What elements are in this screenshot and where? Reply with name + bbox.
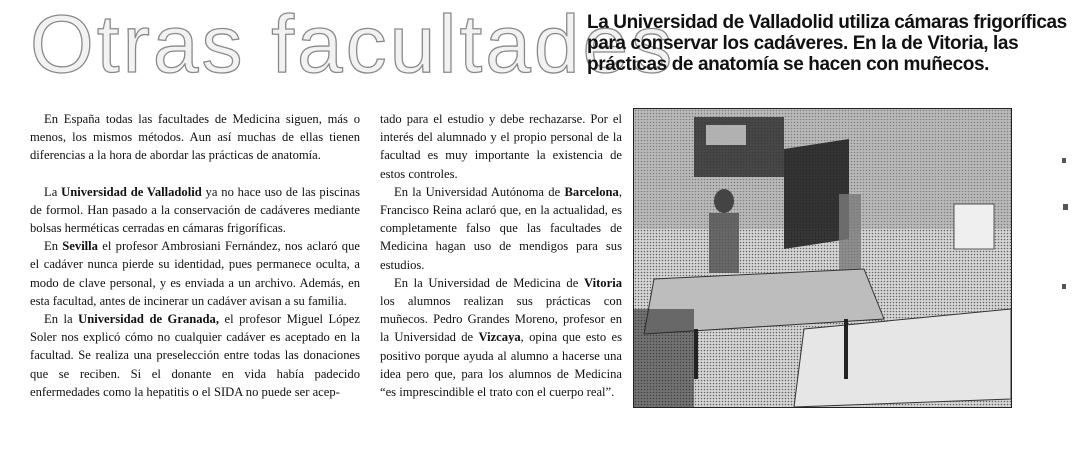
emphasis: Universidad de Granada, — [78, 312, 219, 327]
photo-illustration — [634, 109, 1011, 407]
emphasis: Barcelona — [564, 184, 619, 199]
paragraph: En la Universidad de Granada, el profesor Miguel López Soler nos explicó cómo no cualquier cadáver es aceptado en la facultad. Se realiza una preselección entre todas las donaciones que se reciben. Si el donante en vida había padecido enfermedades como la hepatitis o el SIDA no puede ser acep- — [30, 312, 360, 399]
paragraph: tado para el estudio y debe rechazarse. Por el interés del alumnado y el propio personal de la facultad es muy importante la existencia de estos controles. — [380, 112, 622, 181]
paragraph: En la Universidad Autónoma de Barcelona, Francisco Reina aclaró que, en la actualidad, es completamente falso que las facultades de Medicina hagan uso de mendigos para sus estudios. — [380, 184, 622, 272]
anatomy-classroom-photo — [633, 108, 1012, 408]
paragraph: En la Universidad de Medicina de Vitoria los alumnos realizan sus prácticas con muñecos. Pedro Grandes Moreno, profesor en la Universidad de Vizcaya, opina que esto es positivo porque ayuda al alumno a hacerse una idea pero que, para los alumnos de Medicina “es imprescindible el trato con el cuerpo real”. — [380, 275, 622, 400]
article-column-1 — [30, 110, 360, 401]
scan-speck — [1062, 158, 1066, 163]
emphasis: Vizcaya — [478, 330, 521, 345]
scan-speck — [1062, 284, 1066, 289]
headline: Otras facultades — [30, 0, 676, 90]
paragraph: En España todas las facultades de Medicina siguen, más o menos, los mismos métodos. Aun así muchas de ellas tienen diferencias a la hora de abordar las prácticas de anatomía. — [30, 112, 360, 163]
scan-speck — [1063, 204, 1068, 210]
paragraph: La Universidad de Valladolid ya no hace uso de las piscinas de formol. Han pasado a la conservación de cadáveres mediante bolsas herméticas cerradas en cámaras frigoríficas. — [30, 184, 360, 236]
emphasis: Vitoria — [583, 275, 622, 290]
paragraph: En Sevilla el profesor Ambrosiani Fernández, nos aclaró que el cadáver nunca pierde su identidad, pues permanece oculta, a modo de clave personal, y es enviada a un archivo. Además, en esta facultad, antes de incinerar un cadáver avisan a su familia. — [30, 239, 360, 308]
deck-subheading: La Universidad de Valladolid utiliza cámaras frigoríficas para conservar los cadáveres. En la de Vitoria, las prácticas de anatomía se hacen con muñecos. — [587, 12, 1067, 75]
emphasis: Universidad de Valladolid — [61, 184, 202, 199]
article-column-2 — [380, 110, 622, 401]
emphasis: Sevilla — [62, 239, 98, 254]
